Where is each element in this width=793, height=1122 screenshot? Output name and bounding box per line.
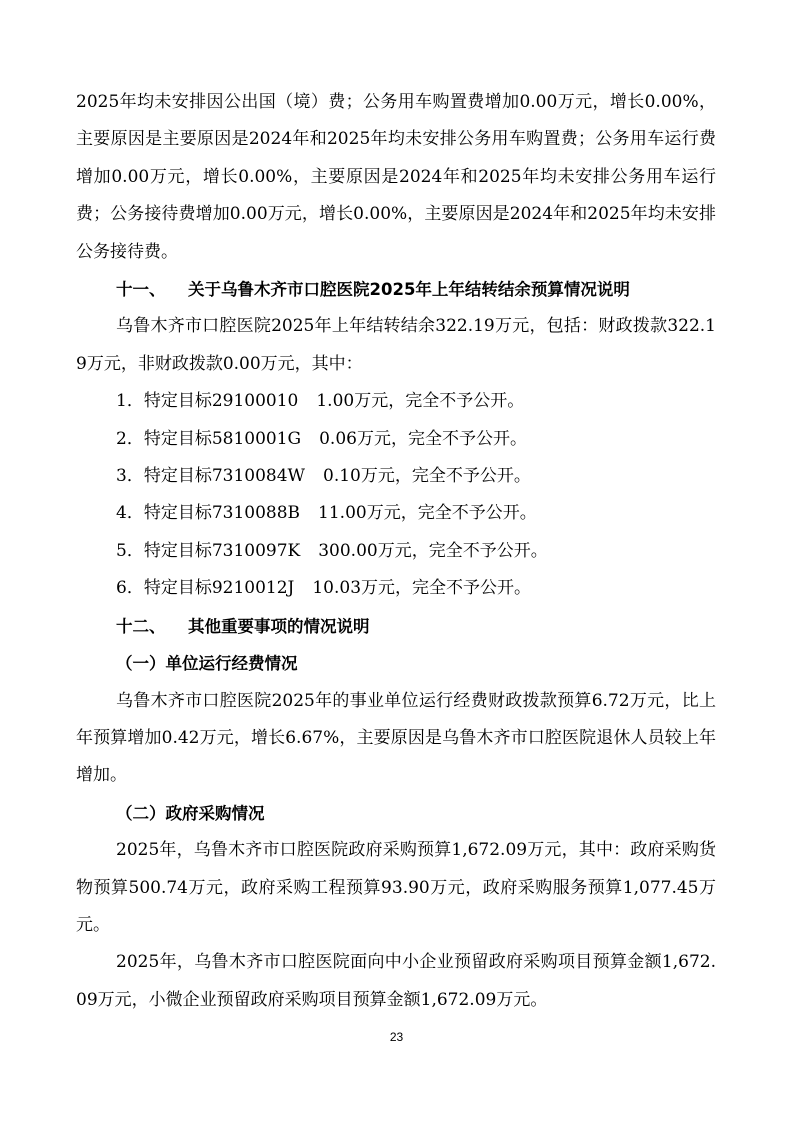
section-title: 其他重要事项的情况说明 (188, 616, 370, 636)
section-heading-11 (76, 271, 716, 308)
item-label: 1．特定目标29100010 (116, 391, 299, 412)
page-number: 23 (389, 1030, 404, 1044)
section-title: 关于乌鲁木齐市口腔医院2025年上年结转结余预算情况说明 (188, 280, 630, 300)
item-label: 6．特定目标9210012J (116, 578, 295, 599)
list-item (76, 570, 716, 607)
section-number: 十二、 (116, 616, 166, 636)
section-heading-12 (76, 608, 716, 645)
item-amount: 1.00万元，完全不予公开。 (316, 391, 525, 412)
item-label: 4．特定目标7310088B (116, 503, 301, 524)
paragraph-procurement-budget: 2025年，乌鲁木齐市口腔医院政府采购预算1,672.09万元，其中：政府采购货物预算500.74万元，政府采购工程预算93.90万元，政府采购服务预算1,077.45万元。 (76, 840, 716, 935)
list-item (76, 533, 716, 570)
item-amount: 11.00万元，完全不予公开。 (318, 503, 537, 524)
page-content (76, 84, 716, 1019)
item-label: 3．特定目标7310084W (116, 466, 306, 487)
item-amount: 300.00万元，完全不予公开。 (318, 540, 548, 561)
list-item (76, 421, 716, 458)
section-number: 十一、 (116, 280, 166, 300)
paragraph-operating-expenses: 乌鲁木齐市口腔医院2025年的事业单位运行经费财政拨款预算6.72万元，比上年预算增加0.42万元，增长6.67%，主要原因是乌鲁木齐市口腔医院退休人员较上年增加。 (76, 690, 716, 786)
paragraph-vehicle-expenses: 2025年均未安排因公出国（境）费；公务用车购置费增加0.00万元，增长0.00%，主要原因是主要原因是2024年和2025年均未安排公务用车购置费；公务用车运行费增加0.00万元，增长0.00%，主要原因是2024年和2025年均未安排公务用车运行费；公务接待费增加0.00万元，增长0.00%，主要原因是2024年和2025年均未安排公务接待费。 (76, 92, 716, 262)
item-amount: 0.10万元，完全不予公开。 (323, 466, 531, 487)
item-label: 5．特定目标7310097K (116, 540, 301, 561)
list-item (76, 458, 716, 495)
subsection-heading-procurement: （二）政府采购情况 (116, 803, 265, 823)
list-item (76, 383, 716, 420)
list-item (76, 495, 716, 532)
paragraph-procurement-sme: 2025年，乌鲁木齐市口腔医院面向中小企业预留政府采购项目预算金额1,672.09万元，小微企业预留政府采购项目预算金额1,672.09万元。 (76, 952, 716, 1010)
subsection-heading-operating-expenses: （一）单位运行经费情况 (116, 654, 298, 674)
item-label: 2．特定目标5810001G (116, 428, 302, 449)
item-amount: 0.06万元，完全不予公开。 (319, 428, 527, 449)
paragraph-carryover-intro: 乌鲁木齐市口腔医院2025年上年结转结余322.19万元，包括：财政拨款322.19万元，非财政拨款0.00万元，其中： (76, 316, 716, 374)
item-amount: 10.03万元，完全不予公开。 (312, 578, 532, 599)
